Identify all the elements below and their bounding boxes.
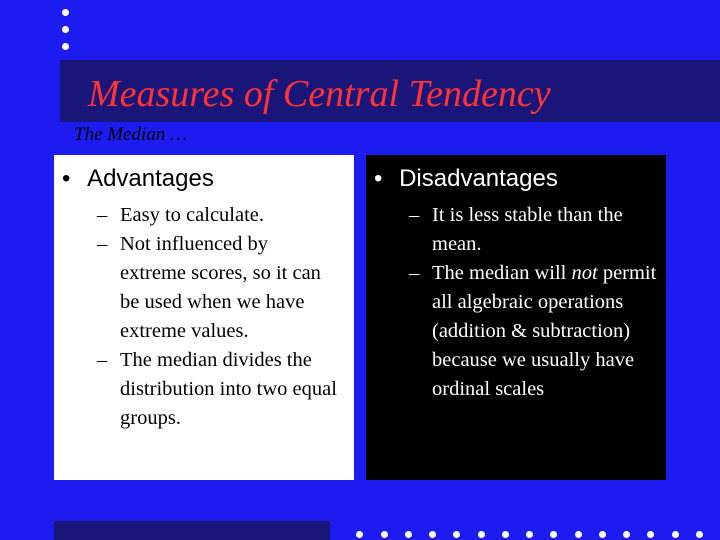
decorative-dot bbox=[502, 531, 509, 538]
dash-bullet: – bbox=[97, 233, 108, 255]
decorative-dot bbox=[62, 26, 69, 33]
bottom-bar bbox=[54, 521, 330, 540]
advantages-list bbox=[97, 201, 352, 433]
decorative-dot bbox=[62, 43, 69, 50]
decorative-dot bbox=[526, 531, 533, 538]
bullet: • bbox=[62, 165, 71, 192]
disadvantages-heading-text: Disadvantages bbox=[399, 165, 558, 192]
advantages-heading-text: Advantages bbox=[87, 165, 214, 192]
decorative-dot bbox=[429, 531, 436, 538]
disadvantages-panel bbox=[366, 155, 666, 480]
decorative-dot bbox=[453, 531, 460, 538]
advantages-panel bbox=[54, 155, 354, 480]
decorative-dot bbox=[599, 531, 606, 538]
slide-title: Measures of Central Tendency bbox=[88, 73, 551, 115]
emphasis-text: not bbox=[571, 262, 598, 284]
list-item-text: It is less stable than the mean. bbox=[432, 204, 623, 255]
decorative-dot bbox=[623, 531, 630, 538]
list-item-text: Not influenced by extreme scores, so it can be used when we have extreme values. bbox=[120, 233, 321, 342]
dash-bullet: – bbox=[409, 262, 420, 284]
bullet: • bbox=[374, 165, 383, 192]
list-item bbox=[97, 201, 352, 230]
decorative-dot bbox=[696, 531, 703, 538]
decorative-dot bbox=[575, 531, 582, 538]
list-item-text: The median will not permit all algebraic operations (addition & subtraction) because we usually have ordinal scales bbox=[432, 262, 657, 400]
decorative-dot bbox=[550, 531, 557, 538]
dash-bullet: – bbox=[97, 349, 108, 371]
disadvantages-heading bbox=[374, 165, 558, 193]
list-item-text: Easy to calculate. bbox=[120, 204, 265, 226]
decorative-dot bbox=[356, 531, 363, 538]
slide-subtitle: The Median … bbox=[74, 124, 187, 145]
disadvantages-list bbox=[409, 201, 666, 404]
decorative-dot bbox=[478, 531, 485, 538]
list-item bbox=[409, 259, 666, 404]
decorative-dot bbox=[62, 9, 69, 16]
list-item-text: The median divides the distribution into two equal groups. bbox=[120, 349, 337, 429]
dash-bullet: – bbox=[97, 204, 108, 226]
list-item bbox=[409, 201, 666, 259]
decorative-dot bbox=[672, 531, 679, 538]
decorative-dot bbox=[405, 531, 412, 538]
decorative-dot bbox=[381, 531, 388, 538]
decorative-dot bbox=[647, 531, 654, 538]
list-item bbox=[97, 230, 352, 346]
list-item bbox=[97, 346, 352, 433]
advantages-heading bbox=[62, 165, 214, 193]
dash-bullet: – bbox=[409, 204, 420, 226]
